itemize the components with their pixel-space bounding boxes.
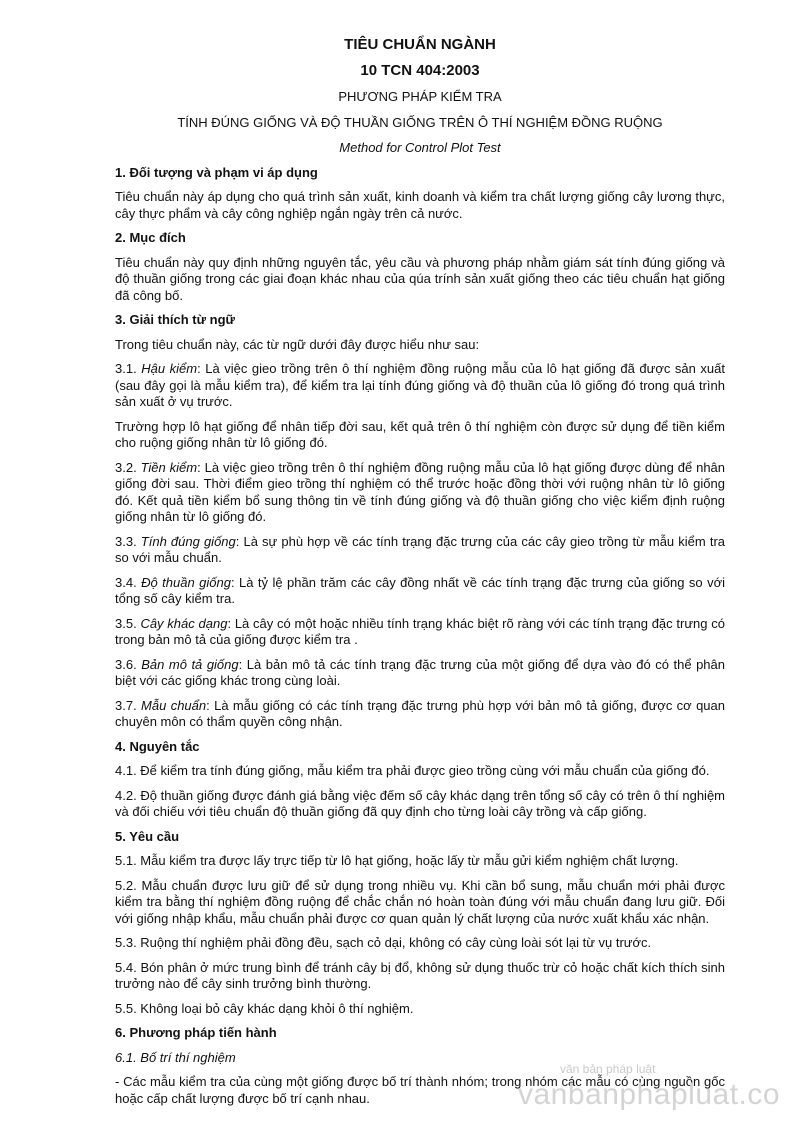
paragraph: - Các mẫu kiểm tra của cùng một giống được bố trí thành nhóm; trong nhóm các mẫu có cùng nguồn gốc hoặc cấp chất lượng được bố trí cạnh nhau.	[115, 1074, 725, 1106]
section-heading-4: 4. Nguyên tắc	[115, 738, 200, 754]
definition-text: : Là mẫu giống có các tính trạng đặc trưng phù hợp với bản mô tả giống, được cơ quan chuyên môn có thẩm quyền công nhận.	[115, 697, 725, 729]
definition-number: 3.4.	[115, 574, 142, 590]
section-heading-6: 6. Phương pháp tiến hành	[115, 1025, 277, 1040]
paragraph: 5.4. Bón phân ở mức trung bình để tránh cây bị đổ, không sử dụng thuốc trừ cỏ hoặc chất kích thích sinh trưởng nào để cây sinh trưởng bình thường.	[115, 959, 725, 991]
definition-3-2	[115, 460, 725, 526]
definition-term: Hậu kiểm	[141, 361, 198, 376]
paragraph: Trường hợp lô hạt giống để nhân tiếp đời sau, kết quả trên ô thí nghiệm còn được sử dụng để tiền kiểm cho ruộng giống nhân từ lô giống đó.	[115, 418, 725, 450]
definition-text: : Là việc gieo trồng trên ô thí nghiệm đồng ruộng mẫu của lô hạt giống đã được sản xuất (sau đây gọi là mẫu kiểm tra), để kiểm tra lại tính đúng giống và độ thuần của lô giống đó trong quá trình sản xuất ở vụ trước.	[115, 361, 725, 409]
definition-text: : Là việc gieo trồng trên ô thí nghiệm đồng ruộng mẫu của lô hạt giống được dùng để nhân giống đời sau. Thời điểm gieo trồng thí nghiệm có thể trước hoặc đồng thời với ruộng nhân từ lô giống đó. Kết quả tiền kiểm bổ sung thông tin về tính đúng giống và độ thuần giống cho việc kiểm định ruộng giống nhân từ lô giống đó.	[115, 459, 726, 524]
paragraph: 4.2. Độ thuần giống được đánh giá bằng việc đếm số cây khác dạng trên tổng số cây có trên ô thí nghiệm và đối chiếu với tiêu chuẩn độ thuần giống đã quy định cho từng loài cây trồng và cấp giống.	[115, 787, 725, 819]
definition-number: 3.5.	[115, 615, 141, 631]
document-title: TIÊU CHUẨN NGÀNH	[344, 36, 496, 53]
document-subtitle-topic: TÍNH ĐÚNG GIỐNG VÀ ĐỘ THUẦN GIỐNG TRÊN Ô THÍ NGHIỆM ĐỒNG RUỘNG	[177, 114, 663, 130]
definition-number: 3.7.	[115, 697, 142, 713]
section-heading-1: 1. Đối tượng và phạm vi áp dụng	[115, 164, 318, 180]
section-heading-2: 2. Mục đích	[115, 230, 186, 245]
definition-number: 3.3.	[115, 533, 141, 549]
definition-term: Tính đúng giống	[140, 533, 236, 549]
section-heading-3: 3. Giải thích từ ngữ	[115, 312, 235, 327]
document-english-title: Method for Control Plot Test	[339, 140, 501, 155]
definition-term: Tiền kiểm	[140, 459, 198, 475]
paragraph: Tiêu chuẩn này áp dụng cho quá trình sản xuất, kinh doanh và kiểm tra chất lượng giống cây lương thực, cây thực phẩm và cây công nghiệp ngắn ngày trên cả nước.	[115, 189, 725, 221]
definition-term: Mẫu chuẩn	[141, 697, 207, 713]
definition-3-6	[115, 657, 725, 690]
document-page	[115, 36, 725, 1115]
paragraph: Trong tiêu chuẩn này, các từ ngữ dưới đây được hiểu như sau:	[115, 336, 480, 352]
definition-3-3	[115, 534, 725, 567]
definition-3-7	[115, 698, 725, 731]
watermark-small: văn bản pháp luật	[560, 1062, 656, 1076]
definition-number: 3.2.	[115, 459, 141, 475]
definition-number: 3.1.	[115, 361, 142, 376]
section-heading-5: 5. Yêu cầu	[115, 828, 180, 844]
paragraph: 5.5. Không loại bỏ cây khác dạng khỏi ô thí nghiệm.	[115, 1000, 414, 1016]
paragraph: Tiêu chuẩn này quy định những nguyên tắc, yêu cầu và phương pháp nhằm giám sát tính đúng giống và độ thuần giống trong các giai đoạn khác nhau của qúa trính sản xuất giống theo các tiêu chuẩn hạt giống đã công bố.	[115, 254, 725, 303]
paragraph: 5.3. Ruộng thí nghiệm phải đồng đều, sạch cỏ dại, không có cây cùng loài sót lại từ vụ trước.	[115, 935, 652, 950]
definition-term: Bản mô tả giống	[141, 656, 239, 672]
definition-text: : Là cây có một hoặc nhiều tính trạng khác biệt rõ ràng với các tính trạng đặc trưng có trong bản mô tả của giống được kiểm tra .	[115, 615, 726, 647]
definition-text: : Là tỷ lệ phần trăm các cây đồng nhất về các tính trạng đặc trưng của giống so với tổng số cây kiểm tra.	[115, 574, 725, 606]
paragraph: 4.1. Để kiểm tra tính đúng giống, mẫu kiểm tra phải được gieo trồng cùng với mẫu chuẩn của giống đó.	[115, 763, 710, 778]
definition-3-1	[115, 361, 725, 411]
document-subtitle-method: PHƯƠNG PHÁP KIỂM TRA	[338, 89, 502, 104]
paragraph: 5.1. Mẫu kiểm tra được lấy trực tiếp từ lô hạt giống, hoặc lấy từ mẫu gửi kiểm nghiệm chất lượng.	[115, 853, 679, 868]
definition-3-5	[115, 616, 725, 649]
paragraph: 5.2. Mẫu chuẩn được lưu giữ để sử dụng trong nhiều vụ. Khi cần bổ sung, mẫu chuẩn mới phải được kiểm tra bằng thí nghiệm đồng ruộng để chắc chắn nó hoàn toàn đúng với mẫu chuẩn đang lưu giữ. Đối với giống nhập khẩu, mẫu chuẩn phải được cơ quan quản lý chất lượng của nước xuất khẩu xác nhận.	[115, 877, 725, 926]
definition-number: 3.6.	[115, 656, 142, 672]
definition-text: : Là sự phù hợp về các tính trạng đặc trưng của các cây gieo trồng từ mẫu kiểm tra so với mẫu chuẩn.	[115, 533, 726, 565]
definition-term: Cây khác dạng	[140, 615, 228, 631]
definition-text: : Là bản mô tả các tính trạng đặc trưng của một giống để dựa vào đó có thể phân biệt với các giống khác trong cùng loài.	[115, 656, 725, 688]
definition-term: Độ thuần giống	[141, 574, 231, 590]
document-code: 10 TCN 404:2003	[360, 62, 480, 79]
subsection-heading-6-1: 6.1. Bố trí thí nghiệm	[115, 1049, 236, 1065]
watermark-large: vanbanphapluat.co	[518, 1078, 781, 1111]
definition-3-4	[115, 575, 725, 608]
